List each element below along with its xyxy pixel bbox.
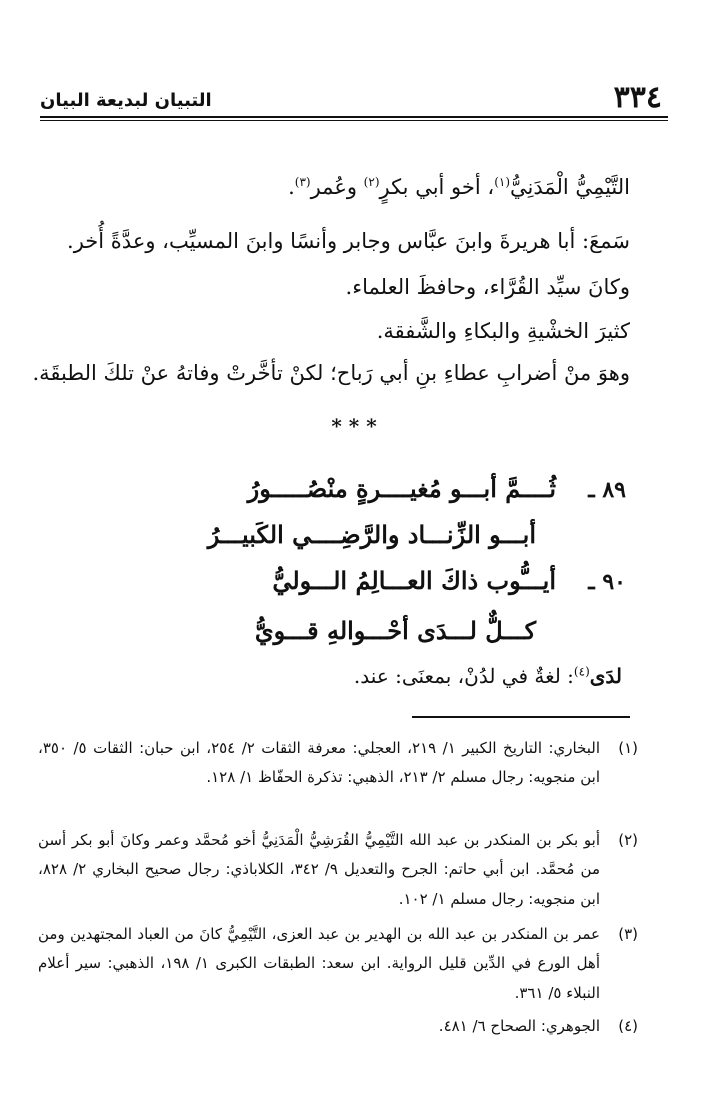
body-line-4: كثيرَ الخشْيةِ والبكاءِ والشَّفقة. <box>376 319 630 343</box>
verse-90-hemistich-1: أيـــُّوب ذاكَ العـــالِمُ الـــوليُّ <box>272 566 556 595</box>
body-line-1-part-b: ، أخو أبي بكرٍ <box>379 175 495 199</box>
footnote-text-1: البخاري: التاريخ الكبير ١/ ٢١٩، العجلي: معرفة الثقات ٢/ ٢٥٤، ابن حبان: الثقات ٥/ ٣٥٠، ابن منجويه: رجال مسلم ٢/ ٢١٣، الذهبي: تذكرة الحفّاظ ١/ ١٢٨. <box>38 739 601 787</box>
header-rule <box>40 116 668 118</box>
footnote-4 <box>38 1012 638 1041</box>
page-number: ٣٣٤ <box>613 80 662 115</box>
footnote-text-3: عمر بن المنكدر بن عبد الله بن الهدير بن عبد العزى، التَّيْمِيُّ كانَ من العباد المجتهدين ومن أهل الورع في الدِّين قليل الرواية. ابن سعد: الطبقات الكبرى ١/ ١٩٨، الذهبي: سير أعلام النبلاء ٥/ ٣٦١. <box>38 925 601 1002</box>
footnote-number-2: (٢) <box>618 831 638 849</box>
body-line-1 <box>40 176 630 199</box>
body-line-1-part-a: التَّيْمِيُّ الْمَدَنِيُّ <box>510 175 630 199</box>
footnote-2 <box>38 826 638 914</box>
verse-number-90: ٩٠ ـ <box>588 569 626 595</box>
verse-number-89: ٨٩ ـ <box>588 477 626 503</box>
footnote-number-1: (١) <box>618 739 638 757</box>
verse-89-hemistich-1: ثُــــمَّ أبـــو مُغيــــرةٍ منْصُـــــورُ <box>247 474 556 503</box>
section-separator: * * * <box>331 414 377 438</box>
footnote-ref-1[interactable]: (١) <box>494 175 511 189</box>
footnote-number-4: (٤) <box>618 1017 638 1035</box>
footnote-1 <box>38 734 638 793</box>
body-line-3: وكانَ سيِّد القُرَّاء، وحافظَ العلماء. <box>345 275 630 299</box>
footnote-text-2: أبو بكر بن المنكدر بن عبد الله التَّيْمِيُّ القُرَشِيُّ الْمَدَنِيُّ أخو مُحمَّد وعمر وكانَ أبو بكر أسن من مُحمَّد. ابن أبي حاتم: الجرح والتعديل ٩/ ٣٤٢، الكلاباذي: رجال صحيح البخاري ٢/ ٨٢٨، ابن منجويه: رجال مسلم ١/ ١٠٢. <box>38 831 600 908</box>
header-rule-thin <box>40 120 668 121</box>
footnote-divider <box>412 716 630 718</box>
gloss-text: : لغةٌ في لدُنْ، بمعنَى: عند. <box>353 664 574 688</box>
footnote-ref-3[interactable]: (٣) <box>294 175 311 189</box>
gloss-word: لدَى <box>589 664 622 688</box>
page-header <box>40 80 668 115</box>
footnote-number-3: (٣) <box>618 925 638 943</box>
footnote-ref-4[interactable]: (٤) <box>573 664 590 679</box>
verse-90-hemistich-2: كـــلٌّ لـــدَى أحْـــوالهِ قـــويُّ <box>254 616 536 645</box>
footnote-text-4: الجوهري: الصحاح ٦/ ٤٨١. <box>438 1017 600 1035</box>
body-line-2: سَمعَ: أبا هريرةَ وابنَ عبَّاس وجابر وأنسًا وابنَ المسيِّب، وعدَّةً أُخر. <box>67 229 630 253</box>
body-line-1-part-c: وعُمر <box>310 175 364 199</box>
body-line-1-part-d: . <box>288 175 295 199</box>
footnote-ref-2[interactable]: (٢) <box>363 175 380 189</box>
book-title: التبيان لبديعة البيان <box>40 90 212 111</box>
footnote-3 <box>38 920 638 1008</box>
word-gloss <box>354 664 622 688</box>
verse-89-hemistich-2: أبـــو الزِّنـــاد والرَّضِــــي الكَبيـــرُ <box>207 520 536 549</box>
body-line-5: وهوَ منْ أضرابِ عطاءِ بنِ أبي رَباح؛ لكنْ تأخَّرتْ وفاتهُ عنْ تلكَ الطبقَة. <box>32 361 630 385</box>
